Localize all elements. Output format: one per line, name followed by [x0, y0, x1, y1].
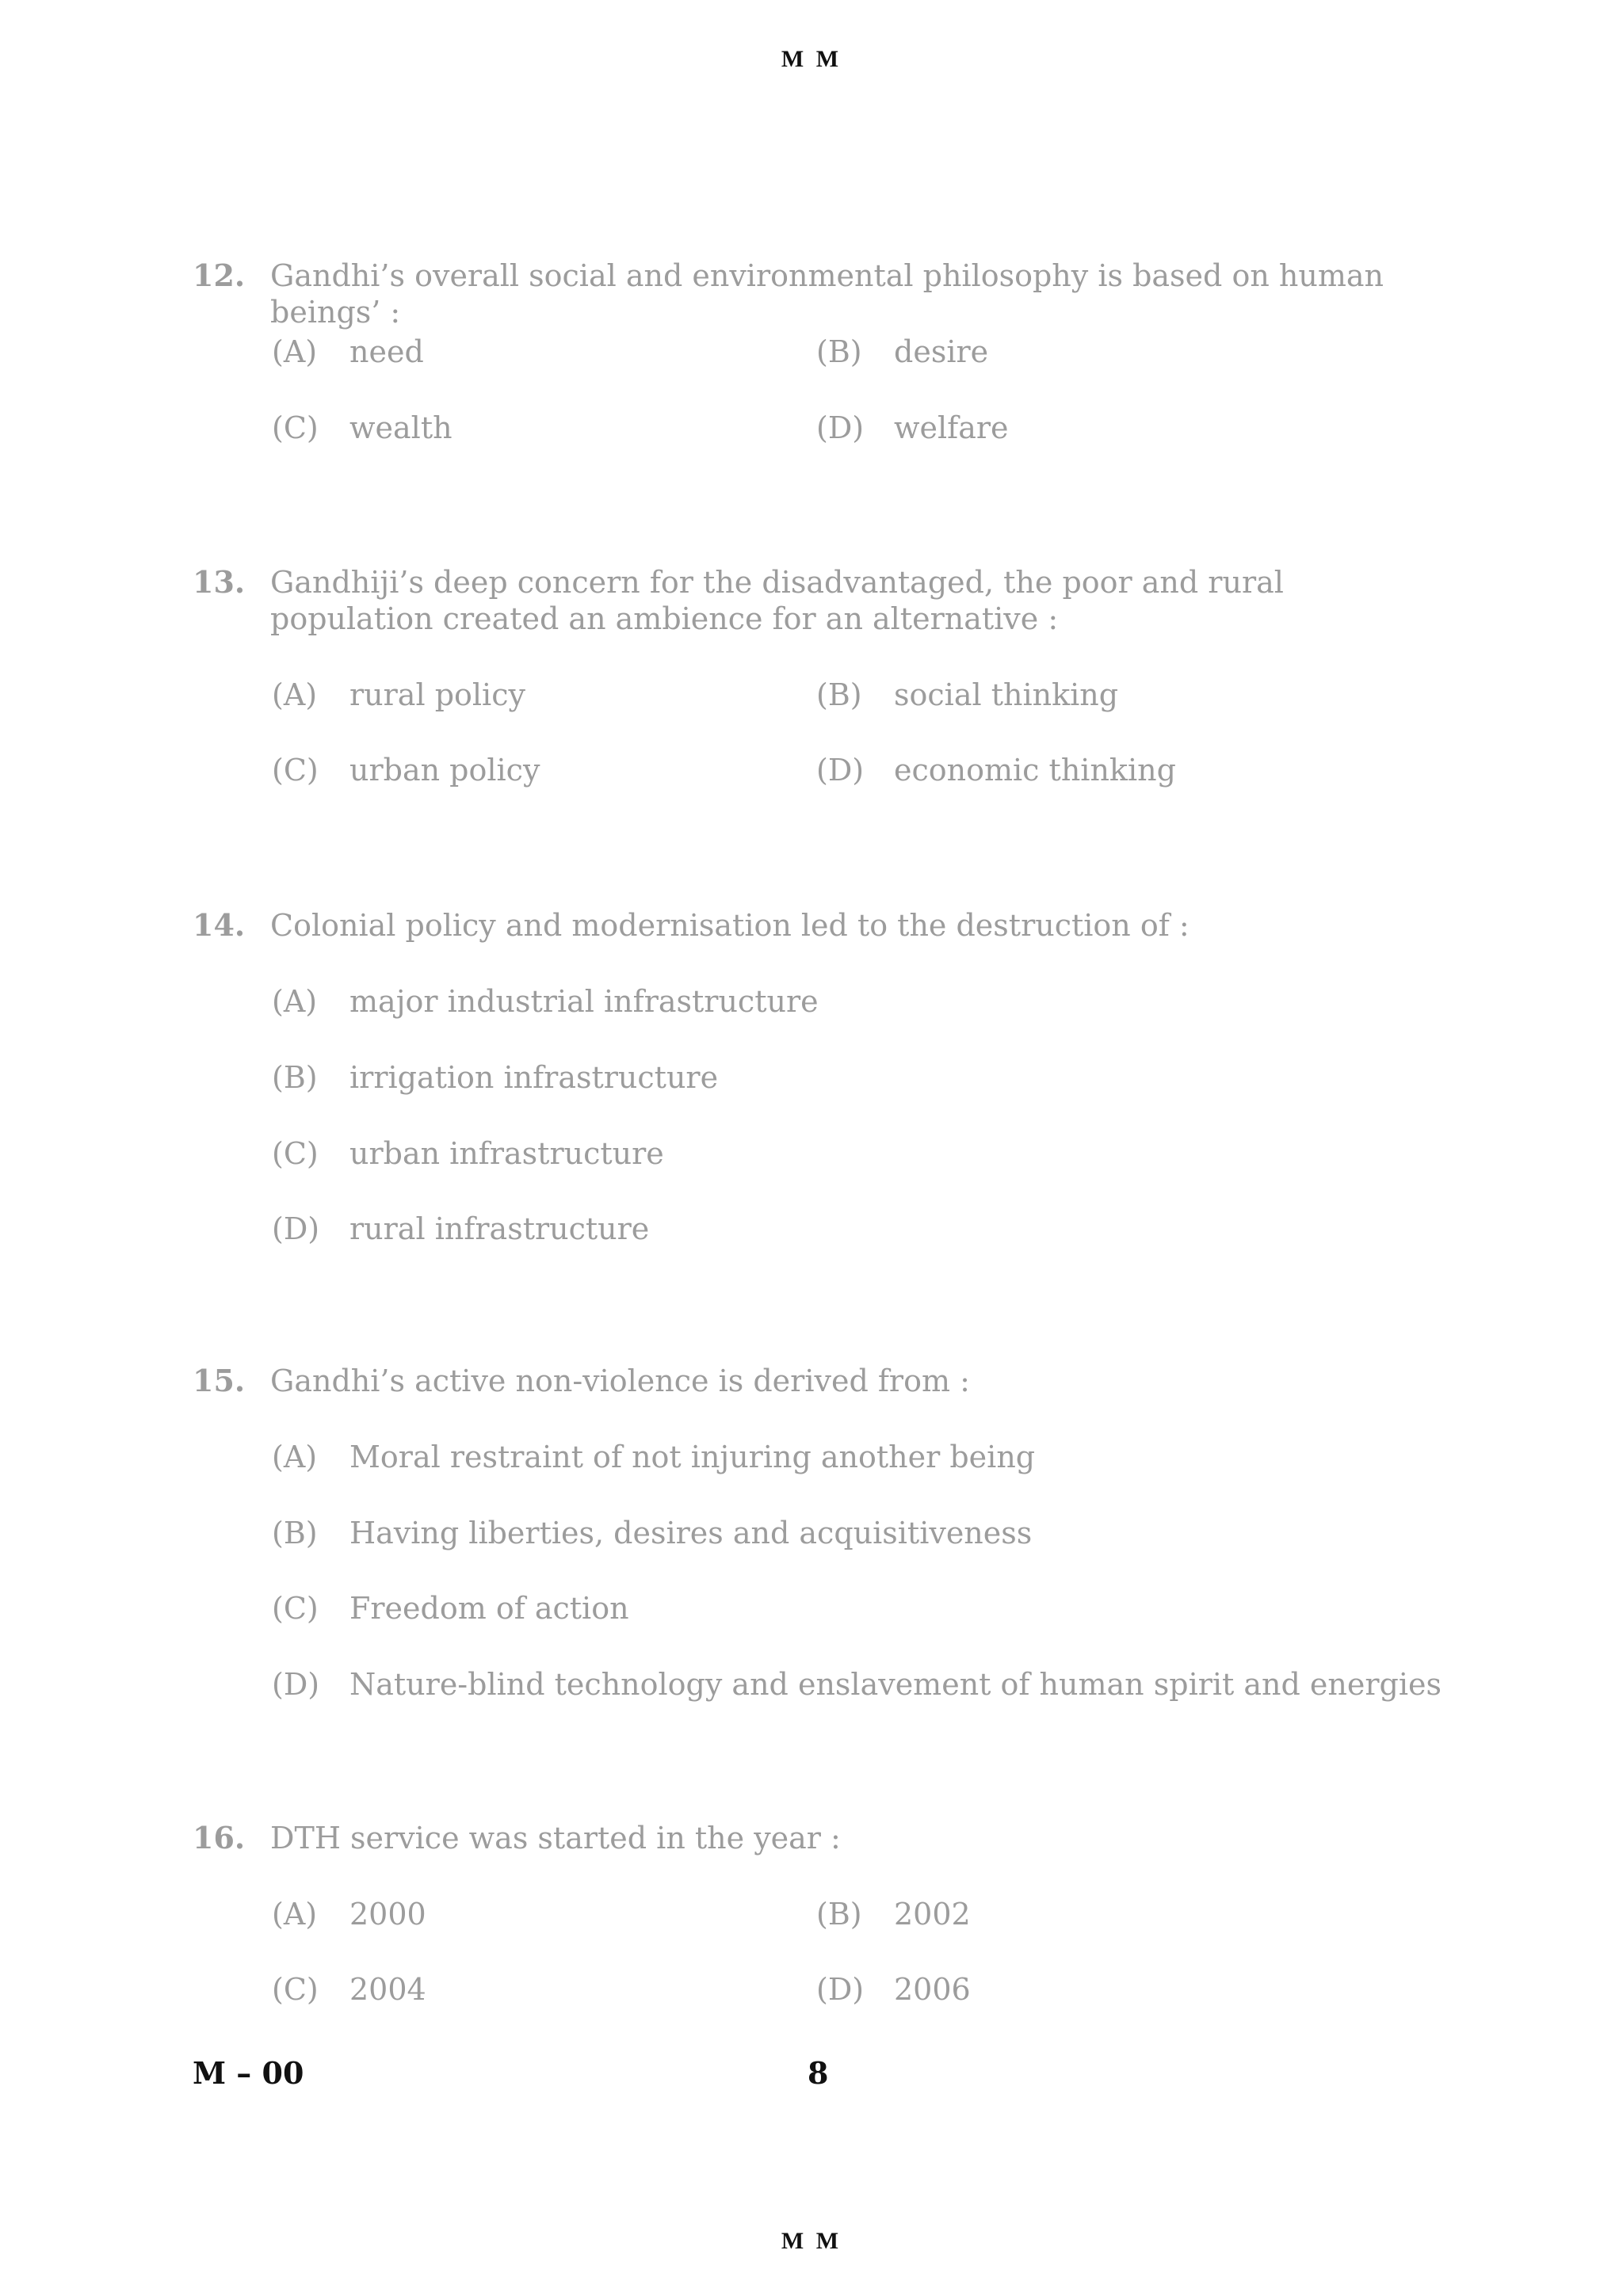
option-label: (D): [272, 1667, 320, 1702]
option-label: (B): [816, 1897, 862, 1932]
option-text: irrigation infrastructure: [349, 1060, 719, 1095]
option-label: (A): [272, 334, 318, 369]
option-label: (C): [272, 753, 319, 788]
question-number: 14.: [193, 907, 246, 943]
question-text: Colonial policy and modernisation led to the destruction of :: [270, 908, 1190, 943]
question-number: 12.: [193, 257, 246, 293]
option-label: (C): [272, 1972, 319, 2007]
question-number: 13.: [193, 564, 246, 600]
option-label: (D): [816, 1972, 865, 2007]
footer-registration-mark: M M: [781, 2228, 842, 2254]
option-text: economic thinking: [894, 753, 1176, 788]
option-text: need: [349, 334, 424, 369]
option-text: 2002: [894, 1897, 971, 1932]
option-text: wealth: [349, 410, 453, 445]
page-number: 8: [808, 2055, 829, 2091]
option-text: rural policy: [349, 677, 525, 712]
option-text: Freedom of action: [349, 1591, 629, 1626]
option-text: Having liberties, desires and acquisitiveness: [349, 1516, 1033, 1550]
option-text: urban policy: [349, 753, 540, 788]
option-label: (B): [272, 1060, 318, 1095]
question-text: Gandhiji’s deep concern for the disadvantaged, the poor and rural population created an ambience for an alternative :: [270, 565, 1284, 636]
option-label: (A): [272, 1897, 318, 1932]
header-registration-mark: M M: [781, 46, 842, 72]
option-label: (C): [272, 1591, 319, 1626]
question-number: 16.: [193, 1820, 246, 1855]
option-label: (B): [816, 677, 862, 712]
option-label: (C): [272, 410, 319, 445]
option-label: (A): [272, 677, 318, 712]
option-label: (D): [816, 753, 865, 788]
option-label: (D): [272, 1211, 320, 1246]
option-text: major industrial infrastructure: [349, 984, 819, 1019]
question-text: DTH service was started in the year :: [270, 1821, 841, 1855]
question-text: Gandhi’s overall social and environmental philosophy is based on human beings’ :: [270, 258, 1384, 330]
option-text: social thinking: [894, 677, 1119, 712]
option-text: 2000: [349, 1897, 426, 1932]
option-text: 2004: [349, 1972, 426, 2007]
option-label: (A): [272, 984, 318, 1019]
option-text: Nature-blind technology and enslavement of human spirit and energies: [349, 1667, 1442, 1702]
option-text: desire: [894, 334, 989, 369]
option-text: Moral restraint of not injuring another being: [349, 1440, 1036, 1474]
option-text: urban infrastructure: [349, 1136, 664, 1171]
option-label: (C): [272, 1136, 319, 1171]
option-text: welfare: [894, 410, 1009, 445]
question-text: Gandhi’s active non-violence is derived from :: [270, 1363, 970, 1398]
booklet-code: M – 00: [193, 2055, 304, 2091]
option-label: (A): [272, 1440, 318, 1474]
option-text: rural infrastructure: [349, 1211, 650, 1246]
question-number: 15.: [193, 1363, 246, 1398]
option-label: (D): [816, 410, 865, 445]
option-text: 2006: [894, 1972, 971, 2007]
option-label: (B): [816, 334, 862, 369]
option-label: (B): [272, 1516, 318, 1550]
